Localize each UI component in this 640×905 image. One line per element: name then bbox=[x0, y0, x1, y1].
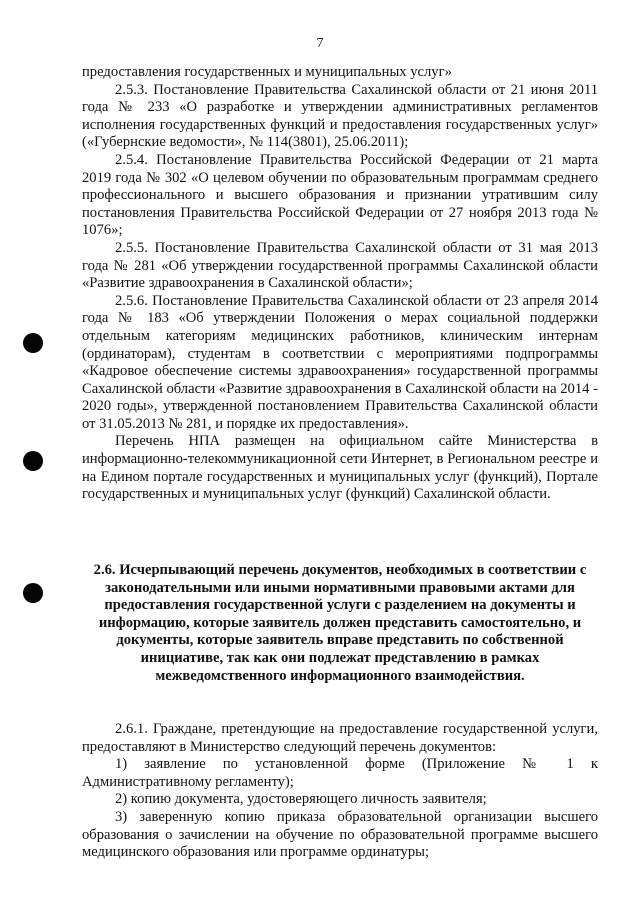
document-body-bottom bbox=[82, 721, 598, 862]
list-item-1: 1) заявление по установленной форме (Приложение № 1 к Административному регламенту); bbox=[82, 756, 598, 790]
paragraph-2-5-5: 2.5.5. Постановление Правительства Сахалинской области от 31 мая 2013 года № 281 «Об утверждении государственной программы Сахалинской области «Развитие здравоохранения в Сахалинской области»; bbox=[82, 239, 598, 292]
paragraph-npa-list: Перечень НПА размещен на официальном сайте Министерства в информационно-телекоммуникационной сети Интернет, в Региональном реестре и на Едином портале государственных и муниципальных услуг (функций), Портале государственных и муниципальных услуг (функций) Сахалинской области. bbox=[82, 433, 598, 503]
paragraph-2-5-6: 2.5.6. Постановление Правительства Сахалинской области от 23 апреля 2014 года № 183 «Об утверждении Положения о мерах социальной поддержки отдельным категориям медицинских работников, клиническим интернам (ординаторам), студентам в соответствии с мероприятиями подпрограммы «Кадровое обеспечение системы здравоохранения» государственной программы Сахалинской области «Развитие здравоохранения в Сахалинской области на 2014 - 2020 годы», утвержденной постановлением Правительства Сахалинской области от 31.05.2013 № 281, и порядке их предоставления». bbox=[82, 292, 598, 432]
paragraph-2-6-1: 2.6.1. Граждане, претендующие на предоставление государственной услуги, предоставляют в Министерство следующий перечень документов: bbox=[82, 721, 598, 755]
list-item-2: 2) копию документа, удостоверяющего личность заявителя; bbox=[115, 791, 487, 808]
punch-hole-mark bbox=[23, 333, 43, 353]
punch-hole-mark bbox=[23, 583, 43, 603]
paragraph-2-5-4: 2.5.4. Постановление Правительства Российской Федерации от 21 марта 2019 года № 302 «О целевом обучении по образовательным программам среднего профессионального и высшего образования и признании утратившим силу постановления Правительства Российской Федерации от 27 ноября 2013 года № 1076»; bbox=[82, 151, 598, 239]
punch-hole-mark bbox=[23, 451, 43, 471]
page-number: 7 bbox=[316, 36, 324, 51]
paragraph-continuation: предоставления государственных и муниципальных услуг» bbox=[82, 64, 452, 80]
document-body-top bbox=[82, 64, 598, 504]
section-heading-2-6: 2.6. Исчерпывающий перечень документов, необходимых в соответствии с законодательными или иными нормативными правовыми актами для предоставления государственной услуги с разделением на документы и информацию, которые заявитель должен представить самостоятельно, и документы, которые заявитель вправе представить по собственной инициативе, так как они подлежат представлению в рамках межведомственного информационного взаимодействия. bbox=[93, 562, 587, 684]
paragraph-2-5-3: 2.5.3. Постановление Правительства Сахалинской области от 21 июня 2011 года № 233 «О разработке и утверждении административных регламентов исполнения государственных функций и предоставления государственных услуг» («Губернские ведомости», № 114(3801), 25.06.2011); bbox=[82, 81, 598, 151]
list-item-3: 3) заверенную копию приказа образовательной организации высшего образования о зачислении на обучение по образовательной программе высшего медицинского образования или программе ординатуры; bbox=[82, 808, 598, 861]
